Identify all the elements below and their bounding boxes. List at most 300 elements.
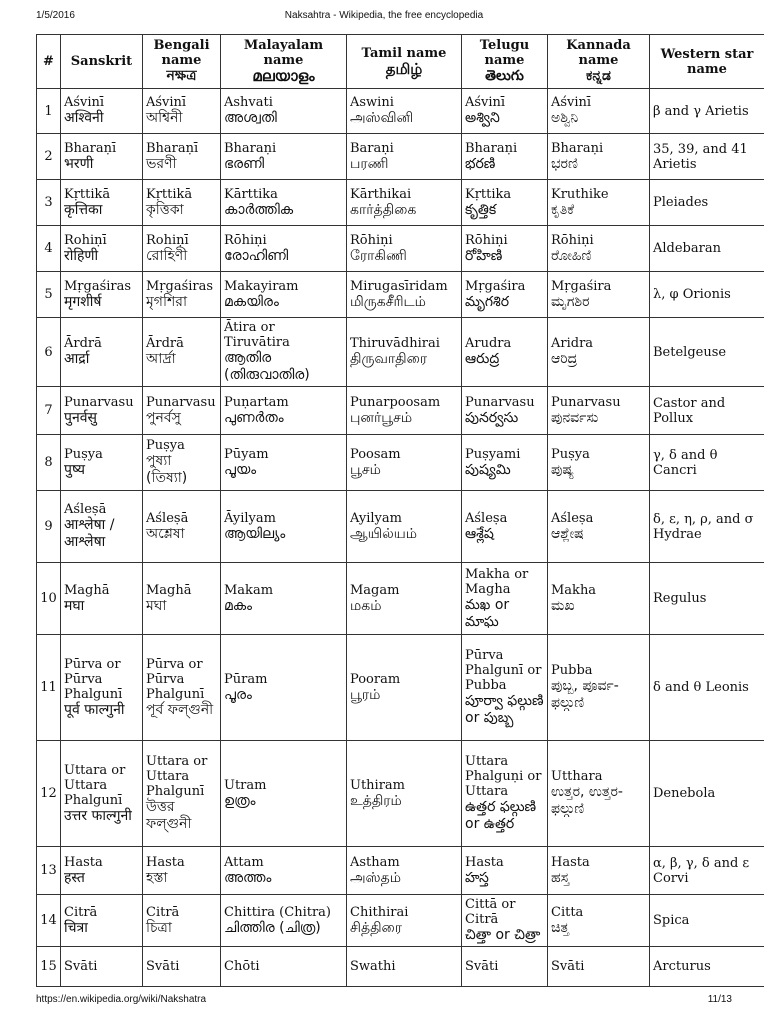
tamil-native-name: மிருகசீரிடம்: [350, 293, 426, 310]
telugu-cell: [462, 491, 548, 563]
kannada-name: Puṣya: [551, 446, 590, 462]
kannada-native-name: ಆಶ್ಲೇಷ: [551, 525, 584, 542]
tamil-name: Poosam: [350, 446, 401, 462]
telugu-cell: [462, 947, 548, 987]
malayalam-name: Pūram: [224, 671, 268, 687]
bengali-native-name: চিত্রা: [146, 919, 172, 936]
table-row: [37, 180, 765, 226]
tamil-native-name: பரணி: [350, 155, 389, 172]
print-date: 1/5/2016: [36, 10, 75, 21]
sanskrit-cell: [61, 635, 143, 741]
header-kannada-native: ಕನ್ನಡ: [586, 68, 611, 84]
sanskrit-name: Pūrva or Pūrva Phalgunī: [64, 656, 123, 702]
malayalam-name: Utram: [224, 777, 267, 793]
kannada-native-name: ಹಸ್ತ: [551, 869, 570, 886]
sanskrit-native-name: कृत्तिका: [64, 201, 103, 218]
western-star-name: Spica: [650, 895, 765, 947]
page-header: [36, 10, 732, 24]
western-star-name: Betelgeuse: [650, 318, 765, 387]
tamil-cell: [347, 226, 462, 272]
tamil-name: Mirugasīridam: [350, 278, 448, 294]
tamil-cell: [347, 134, 462, 180]
header-telugu: [462, 35, 548, 89]
bengali-native-name: পুনর্বসু: [146, 409, 181, 426]
sanskrit-name: Citrā: [64, 904, 98, 920]
western-star-name: Pleiades: [650, 180, 765, 226]
tamil-native-name: மகம்: [350, 597, 382, 614]
kannada-name: Svāti: [551, 959, 585, 974]
row-number: 6: [37, 318, 61, 387]
table-row: [37, 895, 765, 947]
sanskrit-native-name: मघा: [64, 597, 85, 614]
telugu-name: Bharaṇi: [465, 140, 518, 156]
table-row: [37, 435, 765, 491]
tamil-native-name: ரோகிணி: [350, 247, 407, 264]
table-row: [37, 563, 765, 635]
tamil-cell: [347, 563, 462, 635]
tamil-cell: [347, 847, 462, 895]
bengali-cell: [143, 741, 221, 847]
telugu-name: Aśleṣa: [465, 510, 508, 526]
telugu-name: Uttara Phalguṇi or Uttara: [465, 754, 542, 799]
tamil-name: Magam: [350, 582, 400, 598]
sanskrit-name: Ārdrā: [64, 336, 102, 351]
malayalam-name: Pūyam: [224, 446, 269, 462]
malayalam-native-name: ഭരണി: [224, 155, 265, 172]
malayalam-cell: [221, 89, 347, 134]
row-number: 15: [37, 947, 61, 987]
western-star-name: γ, δ and θ Cancri: [650, 435, 765, 491]
tamil-native-name: சித்திரை: [350, 919, 403, 936]
bengali-name: Hasta: [146, 854, 185, 870]
telugu-native-name: కృత్తిక: [465, 201, 497, 218]
kannada-native-name: ಪುಬ್ಬ, ಪೂರ್ವ- ಫಲ್ಗುಣಿ: [551, 678, 619, 711]
bengali-native-name: অশ্লেষা: [146, 525, 185, 542]
sanskrit-name: Mṛgaśiras: [64, 278, 132, 294]
malayalam-name: Āyilyam: [224, 510, 276, 526]
bengali-name: Aśvinī: [146, 95, 187, 110]
bengali-name: Kṛttikā: [146, 186, 193, 202]
header-num: #: [37, 35, 61, 89]
sanskrit-cell: [61, 491, 143, 563]
malayalam-name: Kārttika: [224, 186, 278, 202]
sanskrit-cell: [61, 134, 143, 180]
bengali-cell: [143, 272, 221, 318]
telugu-cell: [462, 435, 548, 491]
telugu-name: Rōhiṇi: [465, 232, 508, 248]
telugu-name: Svāti: [465, 959, 499, 974]
kannada-name: Makha: [551, 582, 597, 598]
telugu-name: Kṛttika: [465, 186, 512, 202]
kannada-native-name: ಭರಣಿ: [551, 155, 578, 172]
row-number: 2: [37, 134, 61, 180]
malayalam-native-name: രോഹിണി: [224, 247, 289, 264]
malayalam-name: Makam: [224, 582, 274, 598]
tamil-native-name: பூரம்: [350, 686, 381, 703]
western-star-name: δ, ε, η, ρ, and σ Hydrae: [650, 491, 765, 563]
kannada-name: Rōhiṇi: [551, 232, 594, 248]
bengali-name: Uttara or Uttara Phalgunī: [146, 754, 208, 799]
telugu-name: Arudra: [465, 336, 512, 351]
kannada-native-name: ಮಖ: [551, 597, 575, 614]
sanskrit-name: Svāti: [64, 959, 98, 974]
kannada-name: Utthara: [551, 769, 603, 784]
malayalam-cell: [221, 318, 347, 387]
kannada-name: Citta: [551, 904, 584, 920]
telugu-cell: [462, 635, 548, 741]
malayalam-native-name: മകം: [224, 597, 253, 614]
telugu-native-name: భరణి: [465, 155, 496, 172]
malayalam-cell: [221, 491, 347, 563]
kannada-native-name: ರೋಹಿಣಿ: [551, 247, 592, 264]
sanskrit-native-name: पूर्व फाल्गुनी: [64, 701, 125, 718]
header-bengali-native: নক্ষত্র: [166, 68, 197, 84]
page-footer: [36, 994, 732, 1008]
sanskrit-cell: [61, 563, 143, 635]
telugu-cell: [462, 180, 548, 226]
tamil-native-name: உத்திரம்: [350, 792, 402, 809]
nakshatra-table-container: [36, 34, 764, 988]
tamil-name: Ayilyam: [350, 510, 402, 526]
western-star-name: Aldebaran: [650, 226, 765, 272]
telugu-native-name: చిత్తా or చిత్రా: [465, 927, 541, 943]
tamil-name: Uthiram: [350, 777, 406, 793]
telugu-name: Mṛgaśira: [465, 278, 526, 294]
bengali-name: Svāti: [146, 959, 180, 974]
tamil-name: Chithirai: [350, 904, 409, 920]
western-star-name: λ, φ Orionis: [650, 272, 765, 318]
kannada-cell: [548, 272, 650, 318]
bengali-native-name: পুষ্যা (তিষ্যা): [146, 453, 188, 486]
malayalam-cell: [221, 226, 347, 272]
sanskrit-native-name: पुनर्वसु: [64, 409, 97, 426]
row-number: 11: [37, 635, 61, 741]
telugu-cell: [462, 847, 548, 895]
malayalam-name: Puṇartam: [224, 394, 289, 410]
row-number: 13: [37, 847, 61, 895]
western-star-name: δ and θ Leonis: [650, 635, 765, 741]
tamil-cell: [347, 947, 462, 987]
kannada-name: Punarvasu: [551, 394, 621, 410]
header-tamil-native: தமிழ்: [385, 59, 423, 78]
kannada-name: Aśleṣa: [551, 510, 594, 526]
sanskrit-name: Hasta: [64, 854, 103, 870]
sanskrit-name: Uttara or Uttara Phalgunī: [64, 762, 126, 808]
tamil-name: Astham: [350, 854, 400, 870]
nakshatra-table: [36, 34, 764, 987]
malayalam-name: Ashvati: [224, 95, 273, 110]
tamil-native-name: கார்த்திகை: [350, 201, 417, 218]
malayalam-name: Makayiram: [224, 278, 299, 294]
sanskrit-native-name: रोहिणी: [64, 247, 99, 264]
tamil-cell: [347, 895, 462, 947]
tamil-cell: [347, 635, 462, 741]
kannada-native-name: ಚಿತ್ತ: [551, 919, 570, 936]
bengali-name: Pūrva or Pūrva Phalgunī: [146, 656, 205, 702]
bengali-name: Rohiṇī: [146, 232, 189, 248]
sanskrit-native-name: उत्तर फाल्गुनी: [64, 807, 132, 824]
bengali-name: Bharaṇī: [146, 140, 199, 156]
bengali-cell: [143, 435, 221, 491]
tamil-cell: [347, 491, 462, 563]
page-title: Naksahtra - Wikipedia, the free encyclopedia: [284, 10, 484, 21]
malayalam-name: Rōhiṇi: [224, 232, 267, 248]
kannada-cell: [548, 895, 650, 947]
row-number: 9: [37, 491, 61, 563]
western-star-name: Castor and Pollux: [650, 387, 765, 435]
malayalam-cell: [221, 134, 347, 180]
tamil-cell: [347, 741, 462, 847]
sanskrit-cell: [61, 847, 143, 895]
table-row: [37, 741, 765, 847]
western-star-name: Arcturus: [650, 947, 765, 987]
table-row: [37, 318, 765, 387]
sanskrit-native-name: आश्लेषा / आश्लेषा: [64, 517, 115, 550]
sanskrit-name: Bharaṇī: [64, 140, 117, 156]
kannada-cell: [548, 847, 650, 895]
bengali-native-name: মঘা: [146, 597, 167, 614]
sanskrit-native-name: चित्रा: [64, 919, 88, 936]
kannada-cell: [548, 89, 650, 134]
kannada-native-name: ಉತ್ತರ, ಉತ್ತರ- ಫಲ್ಗುಣಿ: [551, 784, 623, 817]
telugu-cell: [462, 226, 548, 272]
malayalam-cell: [221, 435, 347, 491]
bengali-native-name: মৃগশিরা: [146, 293, 187, 310]
sanskrit-name: Puṣya: [64, 446, 103, 462]
tamil-native-name: திருவாதிரை: [350, 351, 428, 367]
malayalam-cell: [221, 741, 347, 847]
malayalam-name: Chōti: [224, 959, 260, 974]
table-row: [37, 387, 765, 435]
telugu-native-name: హస్త: [465, 869, 489, 886]
sanskrit-cell: [61, 180, 143, 226]
tamil-name: Thiruvādhirai: [350, 336, 440, 351]
telugu-native-name: అశ్విని: [465, 110, 500, 126]
telugu-cell: [462, 89, 548, 134]
header-tamil: [347, 35, 462, 89]
table-body: [37, 89, 765, 987]
western-star-name: α, β, γ, δ and ε Corvi: [650, 847, 765, 895]
row-number: 10: [37, 563, 61, 635]
kannada-name: Aśvinī: [551, 95, 592, 110]
malayalam-cell: [221, 180, 347, 226]
bengali-name: Ārdrā: [146, 336, 184, 351]
tamil-name: Pooram: [350, 671, 401, 687]
row-number: 12: [37, 741, 61, 847]
telugu-cell: [462, 387, 548, 435]
bengali-name: Puṣya: [146, 438, 185, 453]
bengali-cell: [143, 226, 221, 272]
kannada-cell: [548, 635, 650, 741]
tamil-native-name: அஸ்வினி: [350, 110, 414, 126]
bengali-native-name: কৃত্তিকা: [146, 201, 184, 218]
tamil-name: Baraṇi: [350, 140, 394, 156]
malayalam-cell: [221, 272, 347, 318]
bengali-native-name: উত্তর ফল্গুনী: [146, 799, 192, 832]
bengali-native-name: হস্তা: [146, 869, 168, 886]
bengali-cell: [143, 635, 221, 741]
kannada-cell: [548, 180, 650, 226]
sanskrit-cell: [61, 272, 143, 318]
header-bengali-label: Bengali name: [153, 38, 210, 68]
bengali-native-name: অশ্বিনী: [146, 110, 183, 126]
bengali-cell: [143, 387, 221, 435]
telugu-cell: [462, 563, 548, 635]
malayalam-native-name: ഉത്രം: [224, 792, 256, 809]
telugu-native-name: మృగశిర: [465, 293, 510, 310]
malayalam-native-name: ആയില്യം: [224, 525, 286, 542]
tamil-name: Rōhiṇi: [350, 232, 393, 248]
kannada-name: Bharaṇi: [551, 140, 604, 156]
sanskrit-name: Maghā: [64, 582, 110, 598]
tamil-name: Swathi: [350, 959, 396, 974]
kannada-native-name: ಅಶ್ವಿನಿ: [551, 110, 579, 126]
row-number: 1: [37, 89, 61, 134]
bengali-native-name: আর্দ্রা: [146, 351, 176, 367]
sanskrit-native-name: मृगशीर्ष: [64, 293, 102, 310]
bengali-cell: [143, 318, 221, 387]
table-row: [37, 947, 765, 987]
malayalam-cell: [221, 635, 347, 741]
table-row: [37, 847, 765, 895]
tamil-cell: [347, 180, 462, 226]
telugu-native-name: పుష్యమి: [465, 461, 511, 478]
header-telugu-native: తెలుగు: [485, 68, 524, 84]
malayalam-native-name: കാർത്തിക: [224, 201, 294, 218]
telugu-cell: [462, 741, 548, 847]
telugu-native-name: రోహిణి: [465, 247, 503, 264]
bengali-cell: [143, 491, 221, 563]
header-telugu-label: Telugu name: [479, 38, 530, 68]
kannada-cell: [548, 741, 650, 847]
header-western: Western star name: [650, 35, 765, 89]
kannada-name: Aridra: [551, 336, 594, 351]
page-number: 11/13: [707, 994, 732, 1005]
malayalam-name: Attam: [224, 854, 264, 870]
row-number: 8: [37, 435, 61, 491]
western-star-name: Denebola: [650, 741, 765, 847]
bengali-cell: [143, 89, 221, 134]
telugu-cell: [462, 134, 548, 180]
tamil-native-name: புனர்பூசம்: [350, 409, 413, 426]
row-number: 5: [37, 272, 61, 318]
malayalam-cell: [221, 947, 347, 987]
malayalam-native-name: അത്തം: [224, 869, 272, 886]
telugu-native-name: ఉత్తర ఫల్గుణి or ఉత్తర: [465, 799, 537, 832]
sanskrit-name: Kṛttikā: [64, 186, 111, 202]
kannada-native-name: ಪುನರ್ವಸು: [551, 409, 599, 426]
malayalam-cell: [221, 387, 347, 435]
sanskrit-name: Aśleṣā: [64, 502, 107, 517]
telugu-native-name: ఆరుద్ర: [465, 351, 500, 367]
telugu-name: Puṣyami: [465, 446, 521, 462]
kannada-cell: [548, 947, 650, 987]
sanskrit-name: Punarvasu: [64, 394, 134, 410]
sanskrit-cell: [61, 947, 143, 987]
telugu-name: Aśvinī: [465, 95, 506, 110]
sanskrit-cell: [61, 895, 143, 947]
telugu-name: Makha or Magha: [465, 566, 529, 597]
header-tamil-label: Tamil name: [361, 45, 447, 61]
header-kannada: [548, 35, 650, 89]
kannada-name: Pubba: [551, 663, 593, 678]
malayalam-native-name: അശ്വതി: [224, 110, 277, 126]
bengali-name: Punarvasu: [146, 394, 216, 410]
malayalam-native-name: ചിത്തിര (ചിത്ര): [224, 919, 321, 936]
bengali-name: Aśleṣā: [146, 510, 189, 526]
kannada-native-name: ಪುಷ್ಯ: [551, 461, 574, 478]
header-sanskrit: Sanskrit: [61, 35, 143, 89]
kannada-name: Mṛgaśira: [551, 278, 612, 294]
sanskrit-cell: [61, 226, 143, 272]
tamil-cell: [347, 318, 462, 387]
telugu-name: Punarvasu: [465, 394, 535, 410]
table-row: [37, 226, 765, 272]
sanskrit-cell: [61, 318, 143, 387]
telugu-native-name: పునర్వసు: [465, 409, 519, 426]
sanskrit-native-name: हस्त: [64, 869, 85, 886]
kannada-native-name: ಕೃತಿಕೆ: [551, 201, 575, 218]
sanskrit-name: Rohiṇī: [64, 232, 107, 248]
telugu-cell: [462, 895, 548, 947]
tamil-native-name: பூசம்: [350, 461, 381, 478]
telugu-native-name: మఖ or మాఘ: [465, 596, 510, 630]
tamil-native-name: அஸ்தம்: [350, 869, 401, 886]
bengali-cell: [143, 895, 221, 947]
western-star-name: β and γ Arietis: [650, 89, 765, 134]
tamil-name: Punarpoosam: [350, 394, 441, 410]
table-row: [37, 491, 765, 563]
kannada-cell: [548, 435, 650, 491]
telugu-cell: [462, 318, 548, 387]
telugu-name: Hasta: [465, 854, 504, 870]
kannada-cell: [548, 226, 650, 272]
header-malayalam-native: മലയാളം: [252, 67, 315, 85]
bengali-native-name: ভরণী: [146, 155, 177, 172]
sanskrit-cell: [61, 435, 143, 491]
malayalam-cell: [221, 563, 347, 635]
kannada-cell: [548, 318, 650, 387]
malayalam-native-name: പൂരം: [224, 686, 252, 703]
bengali-native-name: পূর্ব ফল্গুনী: [146, 701, 214, 718]
bengali-name: Maghā: [146, 582, 192, 598]
page-url: https://en.wikipedia.org/wiki/Nakshatra: [36, 994, 207, 1005]
malayalam-name: Chittira (Chitra): [224, 904, 331, 920]
bengali-name: Mṛgaśiras: [146, 278, 214, 294]
malayalam-native-name: മകയിരം: [224, 293, 279, 310]
row-number: 7: [37, 387, 61, 435]
tamil-cell: [347, 89, 462, 134]
bengali-cell: [143, 134, 221, 180]
row-number: 4: [37, 226, 61, 272]
telugu-cell: [462, 272, 548, 318]
malayalam-name: Bharaṇi: [224, 140, 277, 156]
tamil-cell: [347, 387, 462, 435]
header-row: [37, 35, 765, 89]
table-row: [37, 89, 765, 134]
sanskrit-cell: [61, 741, 143, 847]
bengali-cell: [143, 563, 221, 635]
malayalam-cell: [221, 895, 347, 947]
kannada-cell: [548, 134, 650, 180]
malayalam-native-name: പൂയം: [224, 461, 257, 478]
kannada-cell: [548, 563, 650, 635]
header-malayalam-label: Malayalam name: [243, 38, 324, 68]
header-bengali: [143, 35, 221, 89]
tamil-cell: [347, 435, 462, 491]
western-star-name: Regulus: [650, 563, 765, 635]
malayalam-native-name: പുണർതം: [224, 409, 284, 426]
